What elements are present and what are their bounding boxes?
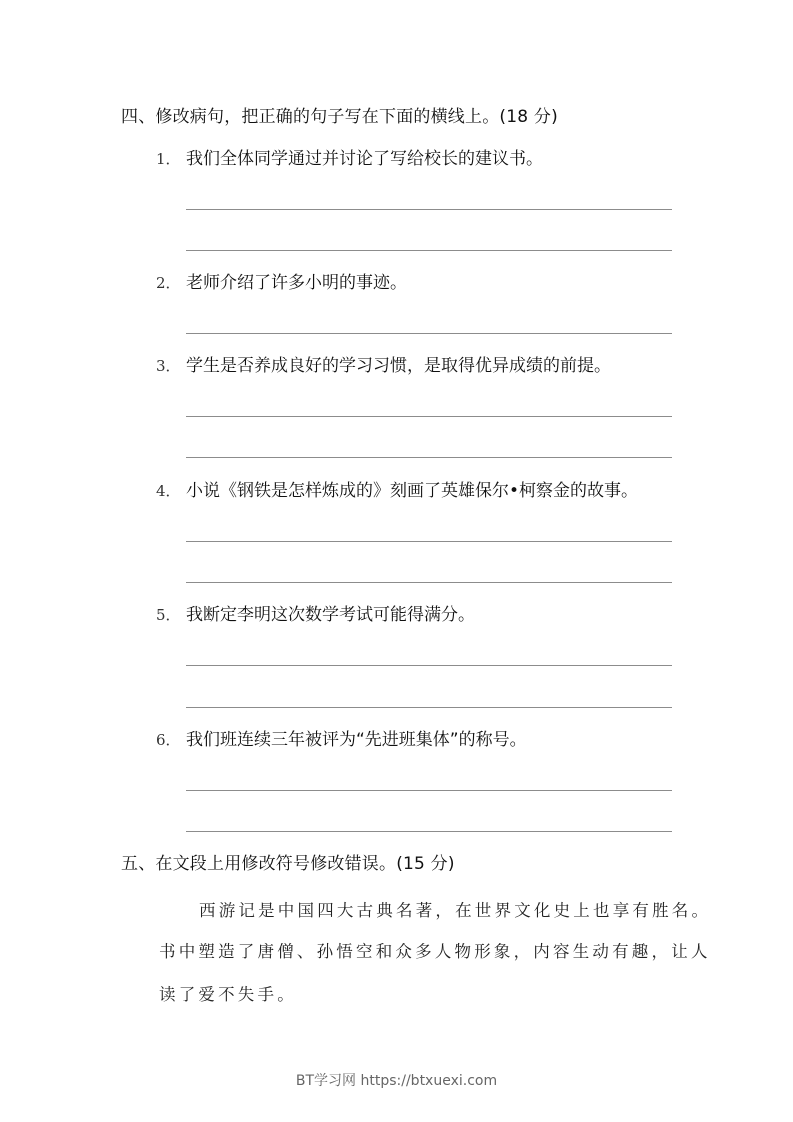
answer-line[interactable]: [186, 457, 672, 458]
question-3: [156, 355, 611, 377]
answer-line[interactable]: [186, 707, 672, 708]
question-2: [156, 272, 407, 294]
question-text: 我们全体同学通过并讨论了写给校长的建议书。: [186, 149, 543, 169]
question-text: 小说《钢铁是怎样炼成的》刻画了英雄保尔•柯察金的故事。: [186, 481, 639, 501]
question-text: 学生是否养成良好的学习习惯，是取得优异成绩的前提。: [186, 356, 611, 376]
answer-line[interactable]: [186, 209, 672, 210]
answer-line[interactable]: [186, 541, 672, 542]
answer-line[interactable]: [186, 416, 672, 417]
answer-line[interactable]: [186, 333, 672, 334]
section-5-title: 五、在文段上用修改符号修改错误。(15 分): [121, 854, 455, 874]
footer-watermark: BT学习网 https://btxuexi.com: [295, 1073, 498, 1089]
answer-line[interactable]: [186, 790, 672, 791]
answer-line[interactable]: [186, 665, 672, 666]
question-5: [156, 604, 475, 626]
paragraph-line-2: 书中塑造了唐僧、孙悟空和众多人物形象，内容生动有趣，让人: [159, 942, 711, 961]
question-number: 5．: [156, 606, 181, 624]
question-number: 6．: [156, 731, 181, 749]
question-1: [156, 148, 543, 170]
section-4-title: 四、修改病句，把正确的句子写在下面的横线上。(18 分): [121, 107, 558, 127]
question-number: 2．: [156, 274, 181, 292]
question-number: 3．: [156, 357, 181, 375]
paragraph-line-3: 读了爱不失手。: [159, 985, 297, 1004]
answer-line[interactable]: [186, 250, 672, 251]
question-number: 4．: [156, 482, 181, 500]
question-text: 老师介绍了许多小明的事迹。: [186, 273, 407, 293]
question-6: [156, 729, 527, 751]
question-number: 1．: [156, 150, 181, 168]
answer-line[interactable]: [186, 582, 672, 583]
question-text: 我们班连续三年被评为“先进班集体”的称号。: [186, 730, 527, 750]
question-text: 我断定李明这次数学考试可能得满分。: [186, 605, 475, 625]
paragraph-line-1: 西游记是中国四大古典名著，在世界文化史上也享有胜名。: [199, 901, 712, 920]
answer-line[interactable]: [186, 831, 672, 832]
question-4: [156, 480, 638, 502]
